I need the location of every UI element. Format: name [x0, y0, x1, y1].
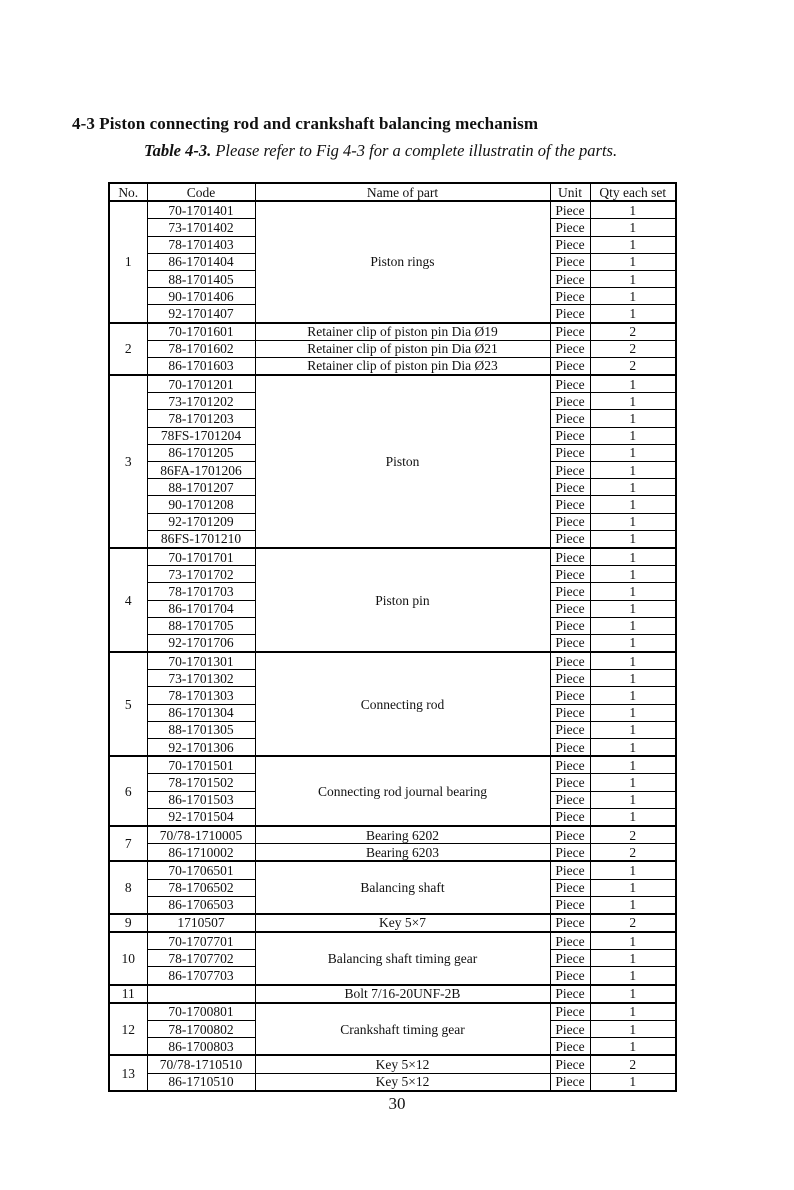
cell-unit: Piece	[550, 375, 590, 393]
header-qty-each-set: Qty each set	[590, 183, 676, 201]
cell-qty: 1	[590, 932, 676, 950]
cell-code: 70-1701301	[147, 652, 255, 670]
cell-unit: Piece	[550, 861, 590, 879]
cell-qty: 1	[590, 375, 676, 393]
cell-qty: 2	[590, 914, 676, 932]
cell-name-of-part: Bearing 6203	[255, 844, 550, 862]
cell-qty: 1	[590, 393, 676, 410]
cell-name-of-part: Retainer clip of piston pin Dia Ø19	[255, 323, 550, 341]
cell-qty: 1	[590, 985, 676, 1003]
cell-qty: 1	[590, 219, 676, 236]
cell-code: 70/78-1710510	[147, 1055, 255, 1073]
cell-code: 78FS-1701204	[147, 427, 255, 444]
cell-name-of-part: Piston rings	[255, 201, 550, 322]
cell-unit: Piece	[550, 462, 590, 479]
cell-unit: Piece	[550, 410, 590, 427]
cell-qty: 1	[590, 1021, 676, 1038]
cell-qty: 1	[590, 444, 676, 461]
cell-unit: Piece	[550, 600, 590, 617]
cell-unit: Piece	[550, 253, 590, 270]
cell-code: 86-1701304	[147, 704, 255, 721]
cell-code: 78-1701303	[147, 687, 255, 704]
cell-no: 10	[109, 932, 147, 985]
cell-qty: 1	[590, 427, 676, 444]
cell-unit: Piece	[550, 219, 590, 236]
cell-unit: Piece	[550, 513, 590, 530]
cell-qty: 1	[590, 652, 676, 670]
cell-code: 92-1701407	[147, 305, 255, 323]
cell-code: 86-1701503	[147, 791, 255, 808]
cell-no: 9	[109, 914, 147, 932]
cell-unit: Piece	[550, 548, 590, 566]
cell-qty: 1	[590, 739, 676, 757]
cell-code: 73-1701302	[147, 670, 255, 687]
cell-code: 86-1707703	[147, 967, 255, 985]
table-caption-text: Please refer to Fig 4-3 for a complete illustratin of the parts.	[215, 141, 618, 160]
cell-unit: Piece	[550, 721, 590, 738]
table-caption	[144, 141, 617, 161]
cell-qty: 1	[590, 687, 676, 704]
cell-code: 88-1701405	[147, 270, 255, 287]
cell-code: 90-1701406	[147, 288, 255, 305]
cell-unit: Piece	[550, 652, 590, 670]
table-header-row	[109, 183, 676, 201]
cell-qty: 1	[590, 879, 676, 896]
cell-unit: Piece	[550, 479, 590, 496]
cell-code: 70-1701701	[147, 548, 255, 566]
cell-unit: Piece	[550, 201, 590, 219]
cell-code: 78-1701703	[147, 583, 255, 600]
cell-code: 70-1706501	[147, 861, 255, 879]
cell-qty: 1	[590, 530, 676, 548]
parts-table	[108, 182, 677, 1092]
cell-code: 78-1701502	[147, 774, 255, 791]
cell-unit: Piece	[550, 444, 590, 461]
cell-qty: 1	[590, 967, 676, 985]
cell-unit: Piece	[550, 1021, 590, 1038]
cell-name-of-part: Key 5×12	[255, 1073, 550, 1091]
table-row	[109, 201, 676, 219]
cell-no: 1	[109, 201, 147, 322]
cell-code: 86-1701205	[147, 444, 255, 461]
cell-unit: Piece	[550, 427, 590, 444]
cell-code: 73-1701702	[147, 566, 255, 583]
cell-code: 70/78-1710005	[147, 826, 255, 844]
cell-unit: Piece	[550, 496, 590, 513]
cell-qty: 1	[590, 496, 676, 513]
table-row	[109, 861, 676, 879]
cell-qty: 2	[590, 844, 676, 862]
table-row	[109, 323, 676, 341]
cell-code: 88-1701207	[147, 479, 255, 496]
cell-code: 70-1707701	[147, 932, 255, 950]
cell-unit: Piece	[550, 791, 590, 808]
cell-qty: 2	[590, 1055, 676, 1073]
cell-code: 70-1700801	[147, 1003, 255, 1021]
cell-name-of-part: Key 5×7	[255, 914, 550, 932]
cell-no: 7	[109, 826, 147, 861]
cell-code: 86-1701704	[147, 600, 255, 617]
cell-unit: Piece	[550, 270, 590, 287]
cell-qty: 1	[590, 479, 676, 496]
cell-unit: Piece	[550, 634, 590, 652]
cell-unit: Piece	[550, 393, 590, 410]
cell-no: 13	[109, 1055, 147, 1090]
cell-code: 92-1701209	[147, 513, 255, 530]
cell-unit: Piece	[550, 774, 590, 791]
cell-qty: 1	[590, 253, 676, 270]
parts-table-body	[109, 201, 676, 1091]
cell-qty: 2	[590, 826, 676, 844]
cell-unit: Piece	[550, 670, 590, 687]
cell-no: 3	[109, 375, 147, 548]
cell-code: 73-1701402	[147, 219, 255, 236]
page-number: 30	[388, 1094, 406, 1113]
cell-code: 92-1701706	[147, 634, 255, 652]
cell-unit: Piece	[550, 1003, 590, 1021]
table-row	[109, 357, 676, 375]
cell-no: 2	[109, 323, 147, 376]
cell-unit: Piece	[550, 617, 590, 634]
cell-unit: Piece	[550, 739, 590, 757]
cell-code: 86-1701404	[147, 253, 255, 270]
cell-qty: 1	[590, 462, 676, 479]
table-row	[109, 652, 676, 670]
table-caption-label: Table 4-3.	[144, 141, 212, 160]
cell-qty: 1	[590, 201, 676, 219]
cell-name-of-part: Retainer clip of piston pin Dia Ø23	[255, 357, 550, 375]
table-row	[109, 844, 676, 862]
cell-qty: 1	[590, 634, 676, 652]
table-row	[109, 826, 676, 844]
cell-code: 78-1701602	[147, 340, 255, 357]
cell-qty: 2	[590, 340, 676, 357]
table-row	[109, 1073, 676, 1091]
cell-qty: 1	[590, 808, 676, 826]
header-name-of-part: Name of part	[255, 183, 550, 201]
cell-no: 6	[109, 756, 147, 826]
cell-qty: 1	[590, 704, 676, 721]
cell-qty: 1	[590, 1003, 676, 1021]
cell-code: 70-1701201	[147, 375, 255, 393]
cell-qty: 1	[590, 617, 676, 634]
cell-name-of-part: Piston pin	[255, 548, 550, 652]
cell-no: 4	[109, 548, 147, 652]
cell-code: 78-1701203	[147, 410, 255, 427]
cell-unit: Piece	[550, 756, 590, 774]
cell-no: 12	[109, 1003, 147, 1056]
cell-qty: 1	[590, 600, 676, 617]
cell-qty: 1	[590, 1073, 676, 1091]
cell-name-of-part: Connecting rod journal bearing	[255, 756, 550, 826]
cell-code: 78-1701403	[147, 236, 255, 253]
cell-unit: Piece	[550, 879, 590, 896]
cell-code	[147, 985, 255, 1003]
cell-unit: Piece	[550, 950, 590, 967]
cell-code: 86-1706503	[147, 896, 255, 914]
table-row	[109, 985, 676, 1003]
cell-qty: 1	[590, 548, 676, 566]
table-row	[109, 548, 676, 566]
cell-name-of-part: Retainer clip of piston pin Dia Ø21	[255, 340, 550, 357]
cell-unit: Piece	[550, 967, 590, 985]
cell-unit: Piece	[550, 687, 590, 704]
cell-name-of-part: Balancing shaft timing gear	[255, 932, 550, 985]
table-row	[109, 1003, 676, 1021]
header-code: Code	[147, 183, 255, 201]
table-row	[109, 756, 676, 774]
cell-code: 86-1701603	[147, 357, 255, 375]
cell-qty: 1	[590, 236, 676, 253]
cell-code: 86-1700803	[147, 1038, 255, 1056]
cell-unit: Piece	[550, 1055, 590, 1073]
table-row	[109, 914, 676, 932]
cell-qty: 2	[590, 323, 676, 341]
cell-unit: Piece	[550, 844, 590, 862]
cell-code: 88-1701705	[147, 617, 255, 634]
cell-qty: 1	[590, 410, 676, 427]
header-no: No.	[109, 183, 147, 201]
cell-code: 88-1701305	[147, 721, 255, 738]
cell-unit: Piece	[550, 305, 590, 323]
cell-qty: 1	[590, 305, 676, 323]
cell-qty: 1	[590, 861, 676, 879]
cell-qty: 1	[590, 583, 676, 600]
cell-qty: 1	[590, 566, 676, 583]
cell-code: 70-1701601	[147, 323, 255, 341]
cell-code: 73-1701202	[147, 393, 255, 410]
table-row	[109, 932, 676, 950]
header-unit: Unit	[550, 183, 590, 201]
cell-name-of-part: Balancing shaft	[255, 861, 550, 914]
cell-unit: Piece	[550, 826, 590, 844]
section-heading: 4-3 Piston connecting rod and crankshaft balancing mechanism	[72, 114, 539, 133]
cell-code: 70-1701501	[147, 756, 255, 774]
cell-qty: 1	[590, 1038, 676, 1056]
cell-unit: Piece	[550, 808, 590, 826]
cell-unit: Piece	[550, 932, 590, 950]
cell-unit: Piece	[550, 323, 590, 341]
cell-unit: Piece	[550, 1073, 590, 1091]
cell-name-of-part: Bolt 7/16-20UNF-2B	[255, 985, 550, 1003]
cell-qty: 1	[590, 288, 676, 305]
cell-code: 90-1701208	[147, 496, 255, 513]
cell-no: 5	[109, 652, 147, 756]
cell-qty: 1	[590, 513, 676, 530]
table-row	[109, 1055, 676, 1073]
table-row	[109, 340, 676, 357]
cell-unit: Piece	[550, 985, 590, 1003]
cell-unit: Piece	[550, 1038, 590, 1056]
cell-qty: 1	[590, 670, 676, 687]
cell-qty: 1	[590, 774, 676, 791]
cell-code: 86-1710002	[147, 844, 255, 862]
cell-code: 78-1700802	[147, 1021, 255, 1038]
cell-code: 78-1707702	[147, 950, 255, 967]
cell-no: 8	[109, 861, 147, 914]
cell-code: 92-1701504	[147, 808, 255, 826]
cell-code: 86FA-1701206	[147, 462, 255, 479]
table-row	[109, 375, 676, 393]
cell-unit: Piece	[550, 583, 590, 600]
cell-qty: 2	[590, 357, 676, 375]
cell-code: 78-1706502	[147, 879, 255, 896]
cell-name-of-part: Piston	[255, 375, 550, 548]
cell-qty: 1	[590, 791, 676, 808]
cell-name-of-part: Connecting rod	[255, 652, 550, 756]
cell-unit: Piece	[550, 530, 590, 548]
cell-qty: 1	[590, 756, 676, 774]
cell-code: 1710507	[147, 914, 255, 932]
cell-qty: 1	[590, 721, 676, 738]
cell-unit: Piece	[550, 704, 590, 721]
cell-name-of-part: Key 5×12	[255, 1055, 550, 1073]
cell-name-of-part: Crankshaft timing gear	[255, 1003, 550, 1056]
cell-no: 11	[109, 985, 147, 1003]
cell-qty: 1	[590, 270, 676, 287]
cell-unit: Piece	[550, 288, 590, 305]
cell-qty: 1	[590, 896, 676, 914]
cell-unit: Piece	[550, 357, 590, 375]
cell-code: 86FS-1701210	[147, 530, 255, 548]
cell-code: 86-1710510	[147, 1073, 255, 1091]
cell-unit: Piece	[550, 896, 590, 914]
cell-code: 70-1701401	[147, 201, 255, 219]
cell-unit: Piece	[550, 340, 590, 357]
cell-unit: Piece	[550, 914, 590, 932]
cell-unit: Piece	[550, 236, 590, 253]
cell-name-of-part: Bearing 6202	[255, 826, 550, 844]
cell-code: 92-1701306	[147, 739, 255, 757]
cell-qty: 1	[590, 950, 676, 967]
cell-unit: Piece	[550, 566, 590, 583]
